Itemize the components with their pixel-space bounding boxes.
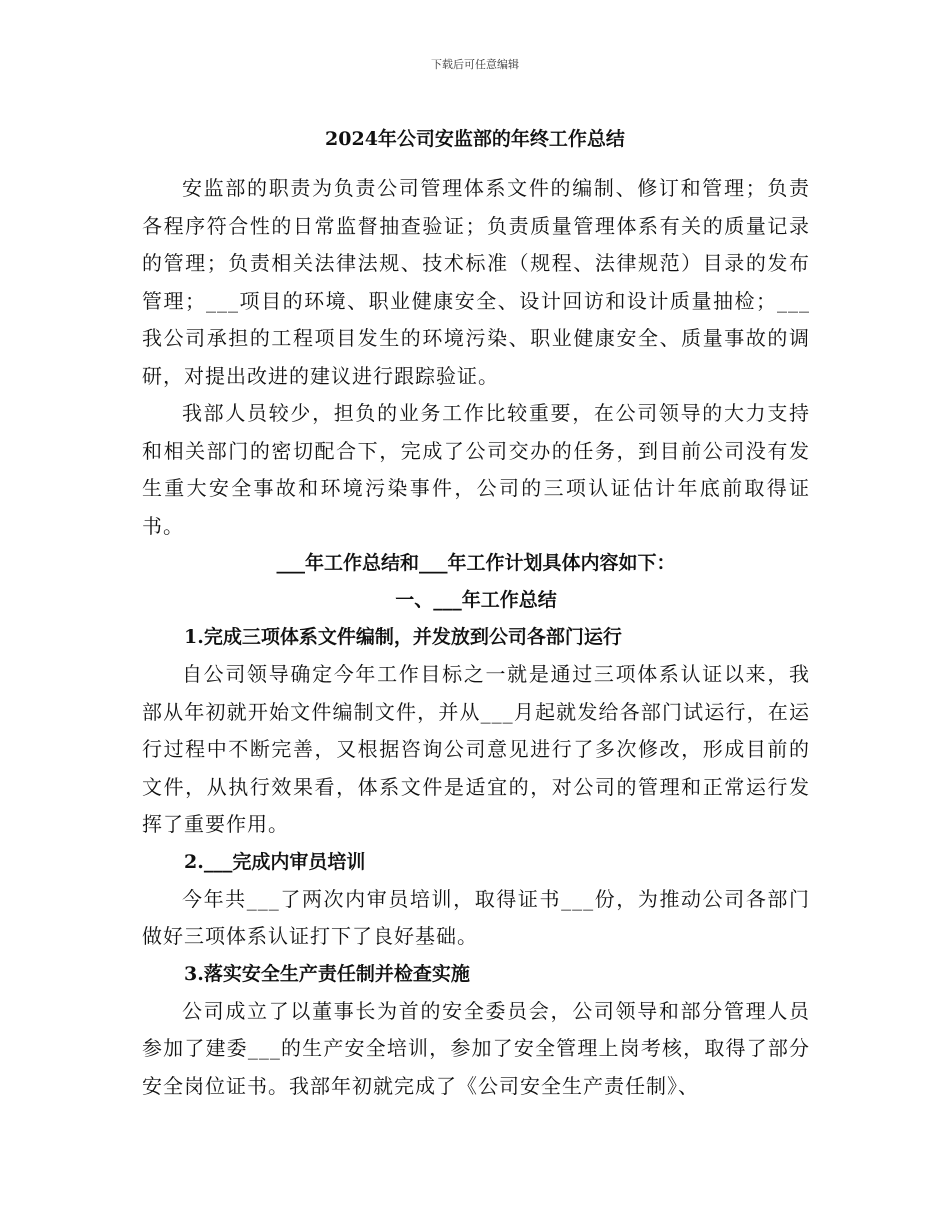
document-title: 2024年公司安监部的年终工作总结 [325,128,625,150]
item-2-heading: 2.___完成内审员培训 [184,850,366,873]
document-body [142,170,810,1105]
item-1-heading: 1.完成三项体系文件编制，并发放到公司各部门运行 [184,626,622,648]
intro-paragraph-1: 安监部的职责为负责公司管理体系文件的编制、修订和管理；负责各程序符合性的日常监督抽查验证；负责质量管理体系有关的质量记录的管理；负责相关法律法规、技术标准（规程、法律规范）目录的发布管理；___项目的环境、职业健康安全、设计回访和设计质量抽检；___我公司承担的工程项目发生的环境污染、职业健康安全、质量事故的调研，对提出改进的建议进行跟踪验证。 [142,176,810,388]
section-one-heading: 一、___年工作总结 [395,589,557,611]
item-1-paragraph: 自公司领导确定今年工作目标之一就是通过三项体系认证以来，我部从年初就开始文件编制文件，并从___月起就发给各部门试运行，在运行过程中不断完善，又根据咨询公司意见进行了多次修改，形成目前的文件，从执行效果看，体系文件是适宜的，对公司的管理和正常运行发挥了重要作用。 [142,662,810,836]
summary-heading: ___年工作总结和___年工作计划具体内容如下： [276,552,676,574]
item-3-paragraph: 公司成立了以董事长为首的安全委员会，公司领导和部分管理人员参加了建委___的生产安全培训，参加了安全管理上岗考核，取得了部分安全岗位证书。我部年初就完成了《公司安全生产责任制》、 [142,998,810,1098]
intro-paragraph-2: 我部人员较少，担负的业务工作比较重要，在公司领导的大力支持和相关部门的密切配合下，完成了公司交办的任务，到目前公司没有发生重大安全事故和环境污染事件，公司的三项认证估计年底前取得证书。 [142,401,810,538]
page-header-note: 下载后可任意编辑 [431,58,519,71]
item-2-paragraph: 今年共___了两次内审员培训，取得证书___份，为推动公司各部门做好三项体系认证打下了良好基础。 [142,886,810,948]
item-3-heading: 3.落实安全生产责任制并检查实施 [184,962,470,985]
